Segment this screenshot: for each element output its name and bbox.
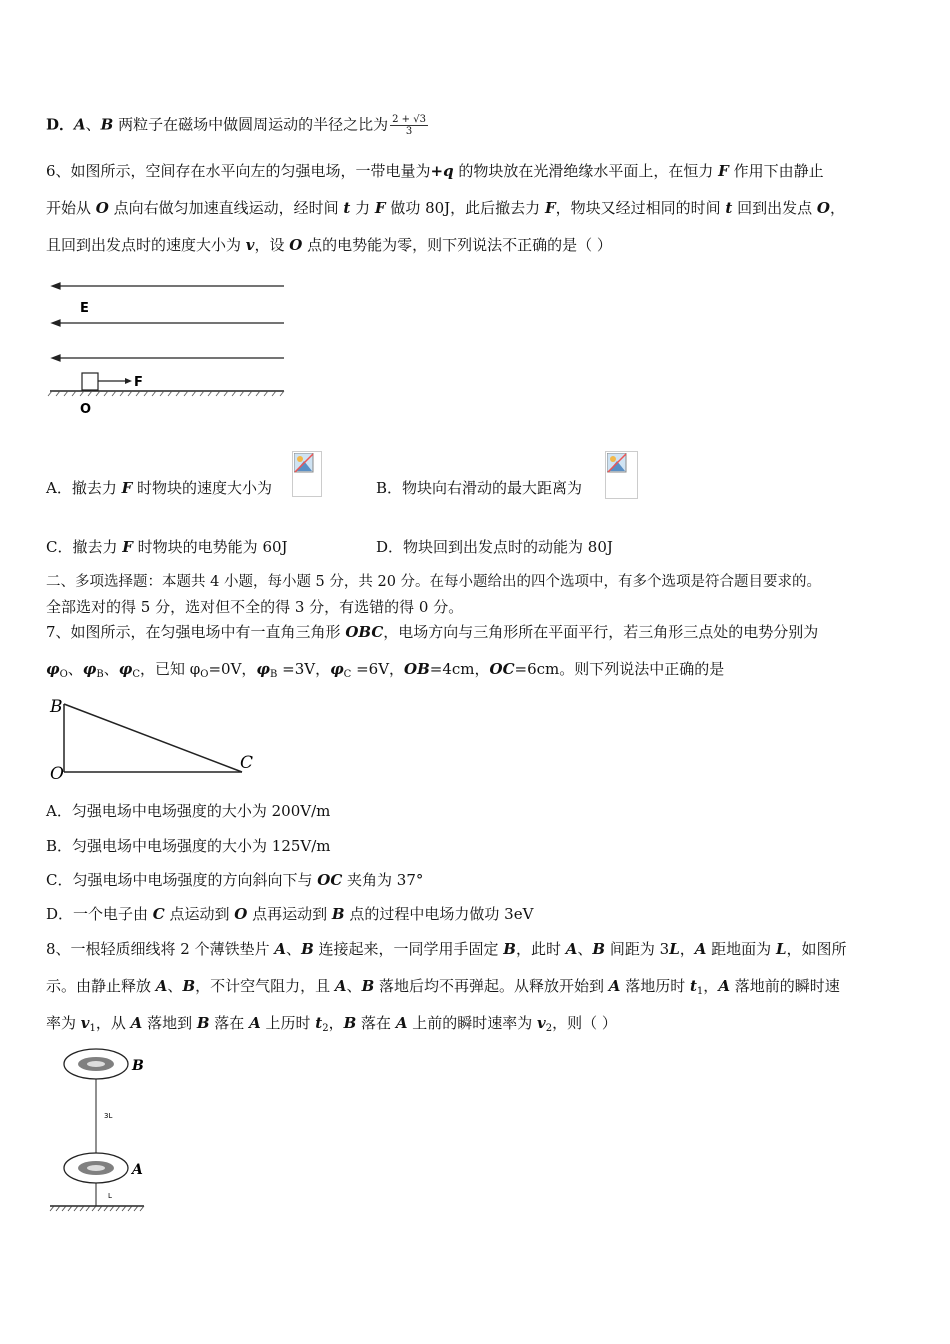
q6-option-b: B．物块向右滑动的最大距离为 — [376, 479, 583, 497]
q6-option-d: D．物块回到出发点时的动能为 80J — [376, 538, 613, 556]
washer-label-a: A — [132, 1162, 143, 1178]
q6-line-2: 开始从 O 点向右做匀加速直线运动，经时间 t 力 F 做功 80J，此后撤去力 F，物块又经过相同的时间 t 回到出发点 O， — [46, 199, 845, 217]
distance-label-3l: 3L — [104, 1112, 113, 1120]
force-label-f: F — [134, 375, 143, 390]
q6-line-3: 且回到出发点时的速度大小为 v，设 O 点的电势能为零，则下列说法不正确的是（ ） — [46, 236, 612, 254]
q7-line-2: $\varphi_O$、$\varphi_B$、$\varphi_C$，已知 $\varphi_O=0V$，$\varphi_B =3V$，$\varphi_C =6V$，OB=4cm，OC=6cm。则下列说法中正确的是 — [46, 660, 725, 680]
field-arrow-2 — [52, 320, 60, 326]
field-arrow-1 — [52, 283, 60, 289]
ratio-fraction: $\frac{2 + √3}{3}$ — [392, 114, 426, 137]
q6-field-figure — [46, 278, 291, 423]
q8-line-3: 率为 $v_1$，从 A 落地到 B 落在 A 上历时 $t_2$，B 落在 A 上前的瞬时速率为 $v_2$，则（ ） — [46, 1014, 617, 1034]
section2-line-1: 二、多项选择题：本题共 4 小题，每小题 5 分，共 20 分。在每小题给出的四个选项中，有多个选项是符合题目要求的。 — [46, 574, 822, 590]
q8-line-2: 示。由静止释放 A、B，不计空气阻力，且 A、B 落地后均不再弹起。从释放开始到 A 落地历时 $t_1$，A 落地前的瞬时速 — [46, 977, 840, 997]
q6-option-a-formula-image-icon — [292, 451, 322, 497]
q7-option-a: A．匀强电场中电场强度的大小为 200V/m — [46, 802, 331, 820]
q8-washers-figure — [46, 1042, 156, 1217]
vertex-label-o: O — [50, 764, 64, 784]
q7-line-1: 7、如图所示，在匀强电场中有一直角三角形 OBC，电场方向与三角形所在平面平行，若三角形三点处的电势分别为 — [46, 623, 819, 641]
washer-label-b: B — [132, 1058, 144, 1074]
block — [82, 373, 98, 390]
q6-option-a: A．撤去力 F 时物块的速度大小为 — [46, 479, 273, 497]
field-arrow-3 — [52, 355, 60, 361]
q6-line-1: 6、如图所示，空间存在水平向左的匀强电场，一带电量为+q 的物块放在光滑绝缘水平面上，在恒力 F 作用下由静止 — [46, 162, 824, 180]
q5-option-d: D．A、B 两粒子在磁场中做圆周运动的半径之比为 $\frac{2 + √3}{3}$ — [46, 114, 426, 137]
q8-line-1: 8、一根轻质细线将 2 个薄铁垫片 A、B 连接起来，一同学用手固定 B，此时 A、B 间距为 3L，A 距地面为 L，如图所 — [46, 940, 847, 958]
washer-b-hole — [87, 1061, 105, 1067]
q6-option-b-formula-image-icon — [605, 451, 638, 499]
side-bc — [64, 704, 242, 772]
distance-label-l: L — [108, 1192, 112, 1200]
force-arrow-head — [125, 378, 132, 384]
q7-option-b: B．匀强电场中电场强度的大小为 125V/m — [46, 837, 331, 855]
vertex-label-c: C — [240, 753, 254, 773]
washer-a-hole — [87, 1165, 105, 1171]
origin-label-o: O — [80, 402, 92, 417]
q7-option-c: C．匀强电场中电场强度的方向斜向下与 OC 夹角为 37° — [46, 871, 424, 889]
q7-option-d: D．一个电子由 C 点运动到 O 点再运动到 B 点的过程中电场力做功 3eV — [46, 905, 534, 923]
q6-option-c: C．撤去力 F 时物块的电势能为 60J — [46, 538, 288, 556]
field-label-e: E — [80, 301, 89, 316]
section2-line-2: 全部选对的得 5 分，选对但不全的得 3 分，有选错的得 0 分。 — [46, 598, 464, 616]
vertex-label-b: B — [50, 697, 63, 717]
q7-triangle-figure — [46, 692, 261, 784]
